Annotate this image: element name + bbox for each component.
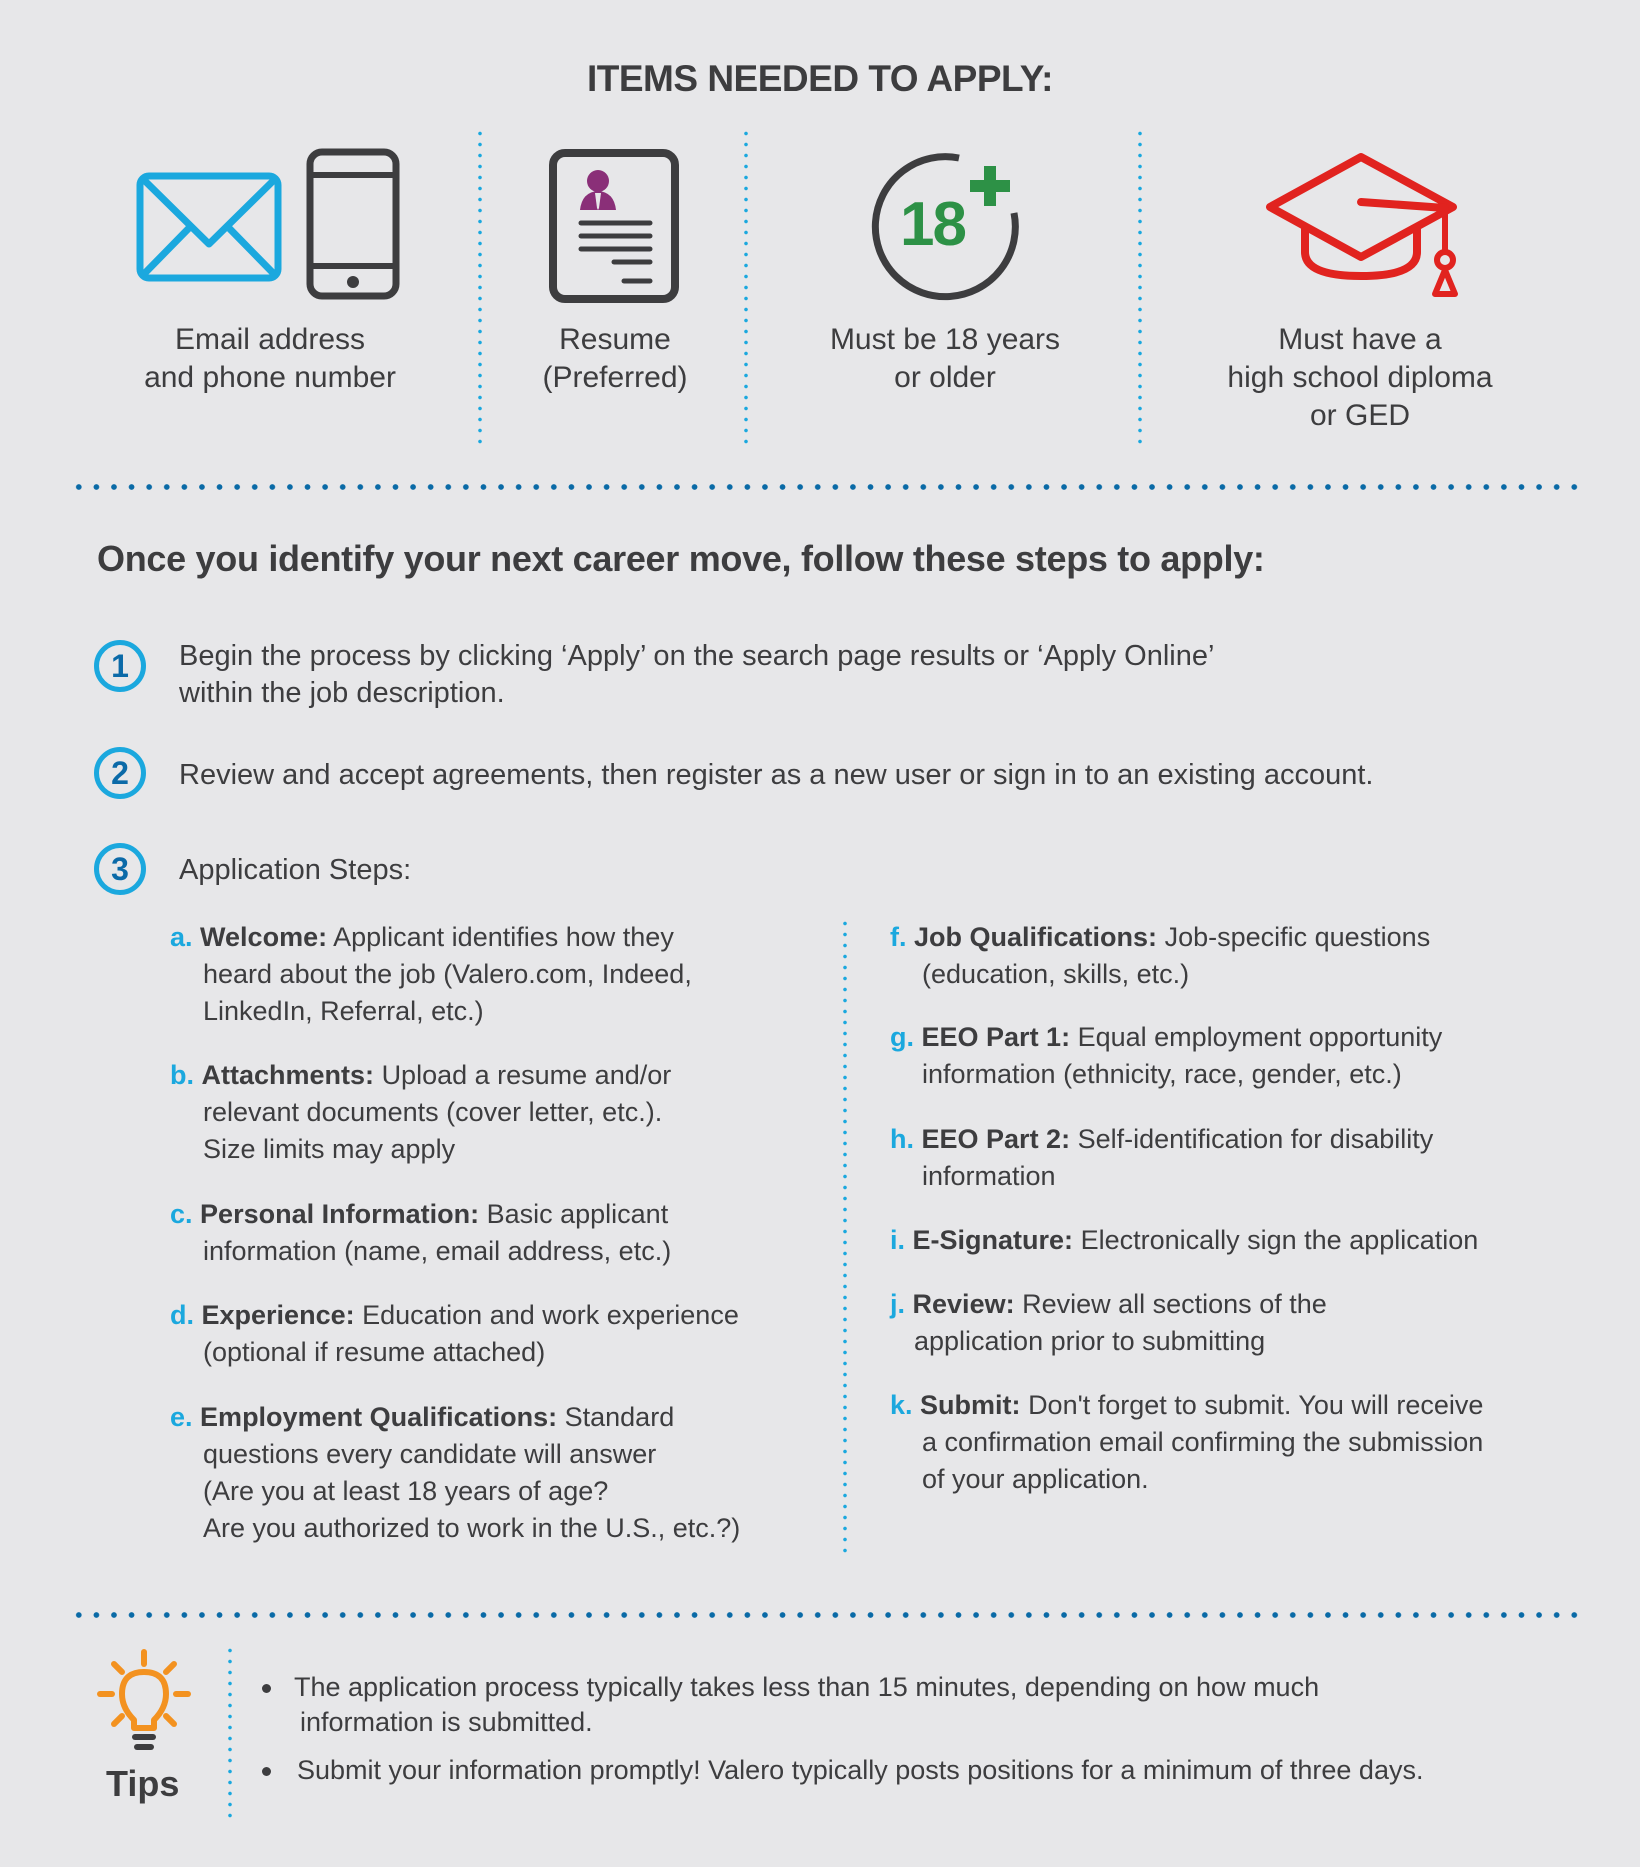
- application-step-g: g. EEO Part 1: Equal employment opportunity information (ethnicity, race, gender, etc.): [890, 1022, 1443, 1089]
- item-resume-label: Resume (Preferred): [542, 323, 688, 394]
- application-step-b: b. Attachments: Upload a resume and/or relevant documents (cover letter, etc.). Size limits may apply: [170, 1060, 672, 1164]
- application-step-i: i. E-Signature: Electronically sign the application: [890, 1225, 1479, 1255]
- phone-icon: [306, 148, 400, 300]
- step-1-text: Begin the process by clicking ‘Apply’ on the search page results or ‘Apply Online’ within the job description.: [179, 640, 1215, 709]
- application-step-h: h. EEO Part 2: Self-identification for disability information: [890, 1124, 1434, 1191]
- step-number-3: 3: [94, 843, 146, 895]
- step-2-text: Review and accept agreements, then register as a new user or sign in to an existing account.: [179, 759, 1374, 791]
- tip-bullet: [262, 1684, 271, 1693]
- item-diploma-label: Must have a high school diploma or GED: [1227, 323, 1493, 432]
- step-number-1: 1: [94, 640, 146, 692]
- step-number-2: 2: [94, 747, 146, 799]
- page-title: ITEMS NEEDED TO APPLY:: [587, 58, 1053, 99]
- step-3-text: Application Steps:: [179, 854, 412, 886]
- application-step-e: e. Employment Qualifications: Standard questions every candidate will answer (Are you at least 18 years of age? Are you authorized to work in the U.S., etc.?): [170, 1402, 741, 1543]
- steps-heading: Once you identify your next career move, follow these steps to apply:: [97, 538, 1265, 579]
- application-step-k: k. Submit: Don't forget to submit. You will receive a confirmation email confirming the submission of your application.: [890, 1390, 1484, 1494]
- lightbulb-icon: [96, 1648, 196, 1752]
- tips-label: Tips: [106, 1763, 180, 1804]
- email-icon: [136, 172, 282, 282]
- application-step-c: c. Personal Information: Basic applicant information (name, email address, etc.): [170, 1199, 672, 1266]
- application-step-d: d. Experience: Education and work experience (optional if resume attached): [170, 1300, 739, 1367]
- tips-divider: [228, 1645, 232, 1820]
- tip-item-2: Submit your information promptly! Valero typically posts positions for a minimum of three days.: [297, 1755, 1424, 1785]
- column-divider: [843, 918, 847, 1554]
- resume-icon: [548, 148, 680, 304]
- graduation-cap-icon: [1265, 152, 1465, 300]
- column-divider: [478, 128, 482, 448]
- section-divider: [70, 484, 1582, 490]
- item-age-label: Must be 18 years or older: [829, 323, 1061, 394]
- tip-item-1: The application process typically takes less than 15 minutes, depending on how much information is submitted.: [294, 1672, 1320, 1737]
- tip-bullet: [262, 1767, 271, 1776]
- column-divider: [1138, 128, 1142, 448]
- column-divider: [744, 128, 748, 448]
- age-18-text: 18: [900, 190, 965, 259]
- application-step-f: f. Job Qualifications: Job-specific questions (education, skills, etc.): [890, 922, 1431, 989]
- section-divider: [70, 1612, 1582, 1618]
- item-email-phone-label: Email address and phone number: [144, 323, 396, 394]
- application-step-a: a. Welcome: Applicant identifies how they heard about the job (Valero.com, Indeed, LinkedIn, Referral, etc.): [170, 922, 692, 1026]
- application-step-j: j. Review: Review all sections of the application prior to submitting: [890, 1289, 1327, 1356]
